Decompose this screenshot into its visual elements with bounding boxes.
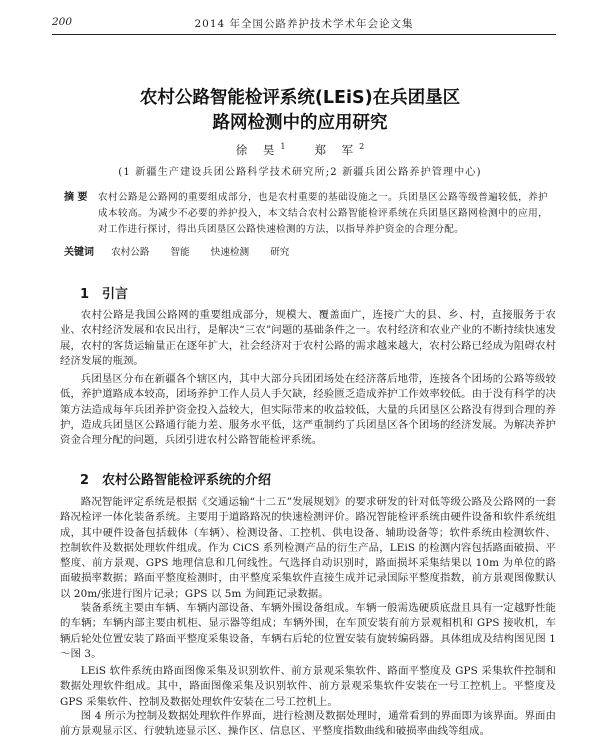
paragraph: 兵团垦区分布在新疆各个辖区内，其中大部分兵团团场处在经济落后地带，连接各个团场的公路等级较低，养护道路成本较高，团场养护工作人员人手欠缺，经验匮乏造成养护工作效率较低。由于没有科学的决策方法造成每年兵团养护资金投入益较大，但实际带来的收益较低，大量的兵团垦区公路没有得到合理的养护，造成兵团垦区公路通行能力差、服务水平低，这严重制约了兵团垦区各个团场的经济发展。为解决养护资金合理分配的问题，兵团引进农村公路智能检评系统。 [60,373,556,447]
section-number: 1 [80,287,90,302]
author-2-sup: 2 [359,142,365,152]
title-line-1: 农村公路智能检评系统(LEiS)在兵团垦区 [139,88,461,108]
paragraph: 图 4 所示为控制及数据处理软件作界面，进行检测及数据处理时，通常看到的界面即为该界面。界面由前方景观显示区、行驶轨迹显示区、操作区、信息区、平整度指数曲线和破损率曲线等组成。 [60,710,556,738]
authors [0,142,600,158]
running-header [52,16,556,35]
paper-title [40,86,560,136]
abstract-label: 摘 要 [64,192,88,203]
section-title: 农村公路智能检评系统的介绍 [102,473,272,488]
section-number: 2 [80,473,90,488]
keyword: 研究 [270,247,290,258]
abstract-text: 农村公路是公路网的重要组成部分，也是农村重要的基础设施之一。兵团垦区公路等级普遍较低，养护成本较高。为减少不必要的养护投入，本文结合农村公路智能检评系统在兵团垦区路网检测中的应用，对工作进行探讨，得出兵团垦区公路快速检测的方法，以指导养护资金的合理分配。 [98,192,548,235]
page-number: 200 [52,16,73,28]
abstract [64,190,548,238]
paragraph: LEiS 软件系统由路面图像采集及识别软件、前方景观采集软件、路面平整度及 GPS 采集软件控制和数据处理软件组成。其中，路面图像采集及识别软件、前方景观采集软件安装在一号工控机上。平整度及 GPS 采集软件、控制及数据处理软件安装在二号工控机上。 [60,665,556,708]
keywords-label: 关键词 [64,247,94,258]
author-2: 郑 军 [314,143,360,157]
author-1: 徐 昊 [235,143,281,157]
keyword: 快速检测 [210,247,250,258]
keyword: 农村公路 [111,247,150,258]
section-title: 引言 [102,287,129,302]
section-heading-2 [80,469,271,488]
keyword: 智能 [170,247,190,258]
title-line-2: 路网检测中的应用研究 [212,113,388,133]
section-heading-1 [80,283,128,302]
keywords [64,243,548,258]
paragraph: 农村公路是我国公路网的重要组成部分，规模大、覆盖面广，连接广大的县、乡、村，直接服务于农业、农村经济发展和农民出行，是解决“三农”问题的基础条件之一。农村经济和农业产业的不断持续快速发展，农村的客货运输量正在逐年扩大，社会经济对于农村公路的需求越来越大，农村公路已经成为阻碍农村经济发展的瓶颈。 [60,309,556,367]
paragraph: 装备系统主要由车辆、车辆内部设备、车辆外围设备组成。车辆一般需选硬质底盘且具有一定越野性能的车辆；车辆内部主要由机柜、显示器等组成；车辆外围，在车顶安装有前方景观相机和 GPS 接收机，车辆后轮处位置安装了路面平整度采集设备，车辆右后轮的位置安装有旋转编码器。具体组成及结构图见图 1～图 3。 [60,602,556,660]
journal-title: 2014 年全国公路养护技术学术年会论文集 [194,18,414,30]
author-1-sup: 1 [280,142,286,152]
paragraph: 路况智能评定系统是根据《交通运输“十二五”发展规划》的要求研发的针对低等级公路及公路网的一套路况检评一体化装备系统。主要用于道路路况的快速检测评价。路况智能检评系统由硬件设备和软件系统组成，其中硬件设备包括载体（车辆）、检测设备、工控机、供电设备、辅助设备等；软件系统由检测软件、控制软件及数据处理软件组成。作为 CiCS 系列检测产品的衍生产品，LEiS 的检测内容包括路面破损、平整度、前方景观、GPS 地理信息和几何线性。气选择自动识别时，路面损坏采集结果以 10m 为单位的路面破损率数据；路面平整度检测时，由平整度采集软件直接生成并记录国际平整度指数，前方景观图像默认以 20m/张进行图片记录；GPS 以 5m 为间距记录数据。 [60,496,556,600]
affiliation: (1 新疆生产建设兵团公路科学技术研究所;2 新疆兵团公路养护管理中心) [118,167,482,178]
